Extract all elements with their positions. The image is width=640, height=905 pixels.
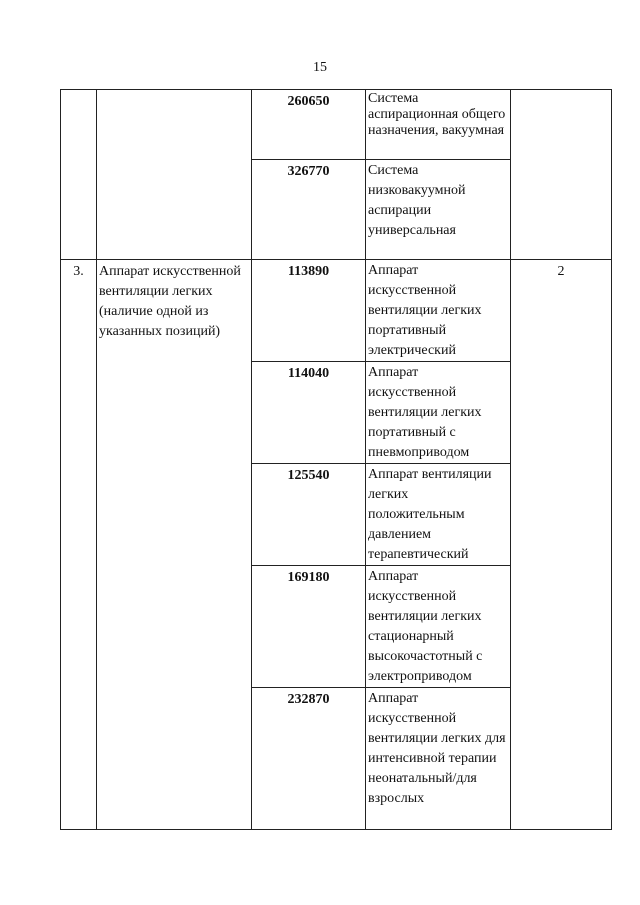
page-number: 15 xyxy=(313,60,327,75)
code-cell: 113890 xyxy=(252,260,366,362)
name-cell: Аппарат искусственной вентиляции легких (наличие одной из указанных позиций) xyxy=(97,260,252,830)
code-cell: 260650 xyxy=(252,90,366,160)
code-cell: 169180 xyxy=(252,566,366,688)
quantity-cell: 2 xyxy=(511,260,612,830)
description-cell: Аппарат искусственной вентиляции легких для интенсивной терапии неонатальный/для взрослых xyxy=(366,688,511,830)
code-cell: 232870 xyxy=(252,688,366,830)
row-number-cell xyxy=(61,90,97,260)
description-cell: Система низковакуумной аспирации универсальная xyxy=(366,160,511,260)
description-cell: Аппарат искусственной вентиляции легких портативный электрический xyxy=(366,260,511,362)
equipment-table xyxy=(60,89,612,830)
name-cell xyxy=(97,90,252,260)
description-cell: Система аспирационная общего назначения, вакуумная xyxy=(366,90,511,160)
code-cell: 125540 xyxy=(252,464,366,566)
description-cell: Аппарат вентиляции легких положительным давлением терапевтический xyxy=(366,464,511,566)
row-number-cell: 3. xyxy=(61,260,97,830)
table-row xyxy=(61,260,612,362)
code-cell: 326770 xyxy=(252,160,366,260)
code-cell: 114040 xyxy=(252,362,366,464)
table-row xyxy=(61,90,612,160)
quantity-cell xyxy=(511,90,612,260)
description-cell: Аппарат искусственной вентиляции легких портативный с пневмоприводом xyxy=(366,362,511,464)
description-cell: Аппарат искусственной вентиляции легких стационарный высокочастотный с электроприводом xyxy=(366,566,511,688)
